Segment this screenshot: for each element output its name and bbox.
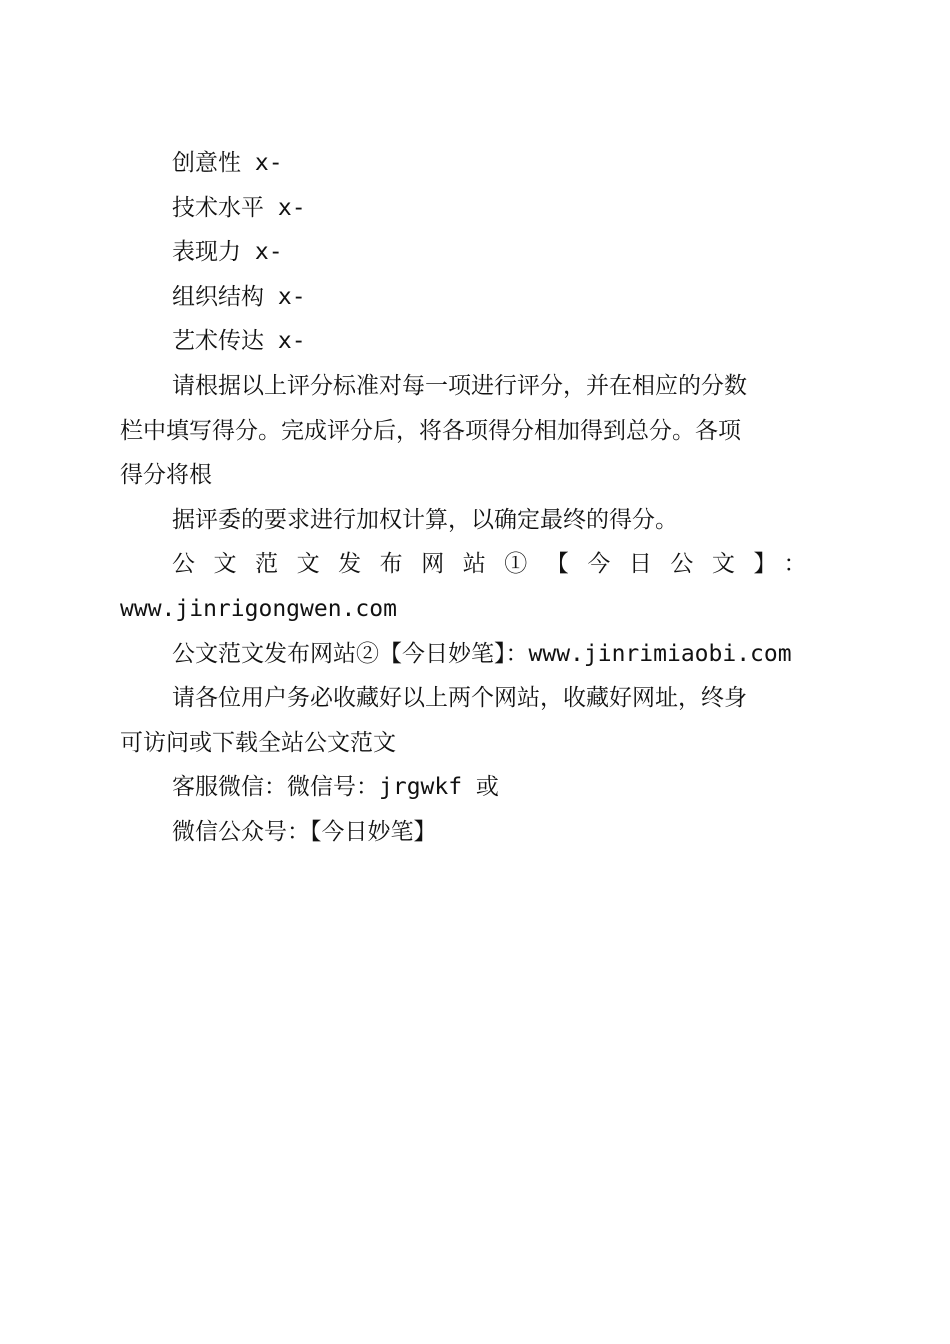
criterion-creativity: 创意性 x- bbox=[172, 150, 283, 176]
criterion-structure: 组织结构 x- bbox=[172, 283, 306, 310]
site-1-url[interactable]: www.jinrigongwen.com bbox=[120, 595, 397, 622]
document-body bbox=[120, 141, 822, 855]
criterion-expression: 表现力 x- bbox=[172, 239, 283, 266]
notice-line-1: 请各位用户务必收藏好以上两个网站，收藏好网址，终身 bbox=[172, 685, 747, 712]
site-2-line: 公文范文发布网站②【今日妙笔】：www.jinrimiaobi.com bbox=[172, 640, 792, 667]
instruction-line-4: 据评委的要求进行加权计算，以确定最终的得分。 bbox=[172, 506, 678, 533]
criterion-technique: 技术水平 x- bbox=[172, 194, 306, 221]
notice-line-2: 可访问或下载全站公文范文 bbox=[120, 729, 396, 756]
wechat-public-account: 微信公众号：【今日妙笔】 bbox=[172, 818, 437, 845]
instruction-line-1: 请根据以上评分标准对每一项进行评分，并在相应的分数 bbox=[172, 372, 747, 399]
instruction-line-3: 得分将根 bbox=[120, 462, 212, 489]
site-1-label: 公文范文发布网站①【今日公文】： bbox=[172, 551, 822, 578]
instruction-line-2: 栏中填写得分。完成评分后，将各项得分相加得到总分。各项 bbox=[120, 417, 741, 444]
criterion-artistic-communication: 艺术传达 x- bbox=[172, 328, 306, 355]
customer-service-wechat: 客服微信：微信号：jrgwkf 或 bbox=[172, 774, 499, 801]
